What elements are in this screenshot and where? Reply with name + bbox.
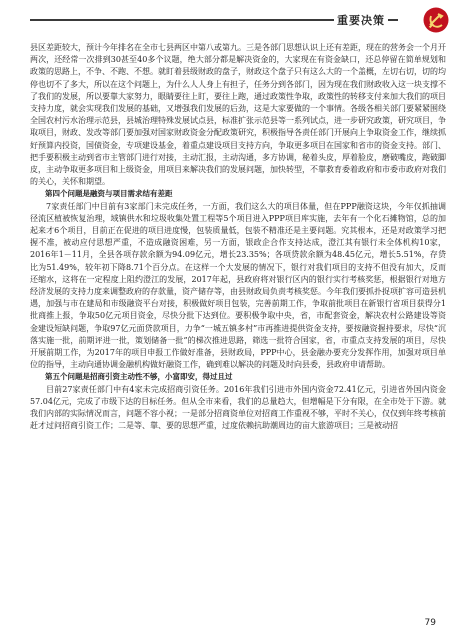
article-body — [30, 42, 446, 433]
paragraph: 县区差距较大，预计今年排名在全市七县两区中第八或第九。三是各部门思想认识上还有差距，现在的营务会一个月开两次，还经常一次排到30甚至40多个议题，绝大部分都是解决资金的，大家现在有资金缺口，还总停留在简单规划和政策的思路上，不争、不跑、不想。就盯着县级财政的盘子，财政这个盘子只有这么大的一个盖概，左切右切，切的均停也切不了多大，所以在这个问题上，为什么人人身上有担子，任务分到各部门，因为现在我们财政收入这一块支撑不了我们的发展，所以要靠大家努力，眼睛要往上盯，要往上跑，通过政策性争取，政策性的转移支付来加大我们的项目支持力度，就会实现我们发展的基础，又增强我们发展的后劲，这是大家要做的一个事情。各级各相关部门要紧紧围绕全国农村污水治理示范县，县城治理特殊发展试点县，标准扩张示范县等一系列试点，进一步研究政策，研究项目，争取项目，财政、发改等部门要加强对国家财政资金分配政策研究，积极指导各责任部门开展向上争取资金工作，继续抓好预算内投资，国债资金，专项建设基金，着重点建设项目支持方向，争取更多项目在国家和省市的资金支持。部门、把手要积极主动到省市主管部门进行对接，主动汇报，主动沟通，多方协调，秘着头皮，厚着脸皮，磨破嘴皮，跑破脚皮，主动争取更多项目和上级资金，用项目来解决我们的发展问题，加快转型，不靠救育委着政府和市委市政府对我们的关心，关怀和期望。 — [30, 43, 446, 187]
section-subheading: 第四个问题是融资与项目需求结有差距 — [45, 189, 173, 199]
page-number: 79 — [424, 618, 436, 628]
page-header — [0, 0, 468, 40]
section-title: 重要决策 — [334, 12, 388, 28]
section-subheading: 第五个问题是招商引资主动性不够，小富即安，得过且过 — [45, 372, 233, 382]
party-emblem-icon — [423, 7, 449, 33]
paragraph: 目前27家责任部门中有4家未完成招商引资任务。2016年我们引进市外国内资金72.41亿元，引进省外国内资金57.04亿元，完成了市级下达的目标任务。但从全市来看，我们的总量趋大，但增幅是下分有限，在全市处于下游。就我们内部的实际情况而言，问题不容小视；一是部分招商资单位对招商工作重视不够，平时不关心，仅仅到年终考核前赶才过问招商引资工作；二是等、靠、要的思想严重，过度依赖抗助潮周边的亩大旅游项目；三是被动招 — [30, 384, 446, 431]
paragraph: 7家责任部门中目前有3家部门未完成任务，一方面，我们这么大的项目体量，但在PPP融资这块，今年仅抓抽调径流区植被恢复治理，域镇供水和垃圾收集处置工程等5个项目进入PPP项目库实施，去年有一个化石摊物馆，总的加起来才6个项目，目前正在促进的项目进度慢，包装质量低，包装不精准还是主要问题。究其根本，还是对政策学习把握不准，被动应付思想严重，不造成融资困难，另一方面，银政企合作支持达成，澄江其有银行未全体机构10家，2016年1－11月，全县各项存款余额为94.09亿元，增长23.35%；各项贷款余额为48.45亿元，增长5.51%，存贷比为51.49%，较年初下降8.71个百分点。在这样一个大发展的情况下，银行对我们项目的支持不但没有加大，反而还缩水，这将在一定程度上阻约澄江的发展，2017年起，县政府将对银行区内的银行实行考核奖惩，根据银行对地方经济发展的支持力度来调整政府的存款量，资产储存等，由县财政局负责考核奖惩。今年我们要抓扑捉项扩容可造县机遇，加强与市在建局和市级融资平台对接，积极做好项目包装，完善前期工作，争取前批项目在新银行省项目获得分1批商推上报，争取50亿元项目资金，尽快分批下达到位。要积极争取中央，省，市配套资金，解决农村公路建设等资金建设短缺问题，争取97亿元面贷款项目，力争“一城五镇多村”市再推进提供资金支持，要按融资握持要求，尽快“沉落实施一批，前期评进一批，策划储备一批”的梯次推进思路，筛选一批符合国家，省，市重点支持发展的项目，尽快开展前期工作，为2017年的项目申报工作做好准备，县财政局，PPP中心，县金融办要充分发挥作用，加强对项目单位的指导，主动向通协调金融机构做好融资工作，确到难以解决的问题及时向县委，县政府申请帮助。 — [30, 201, 446, 370]
